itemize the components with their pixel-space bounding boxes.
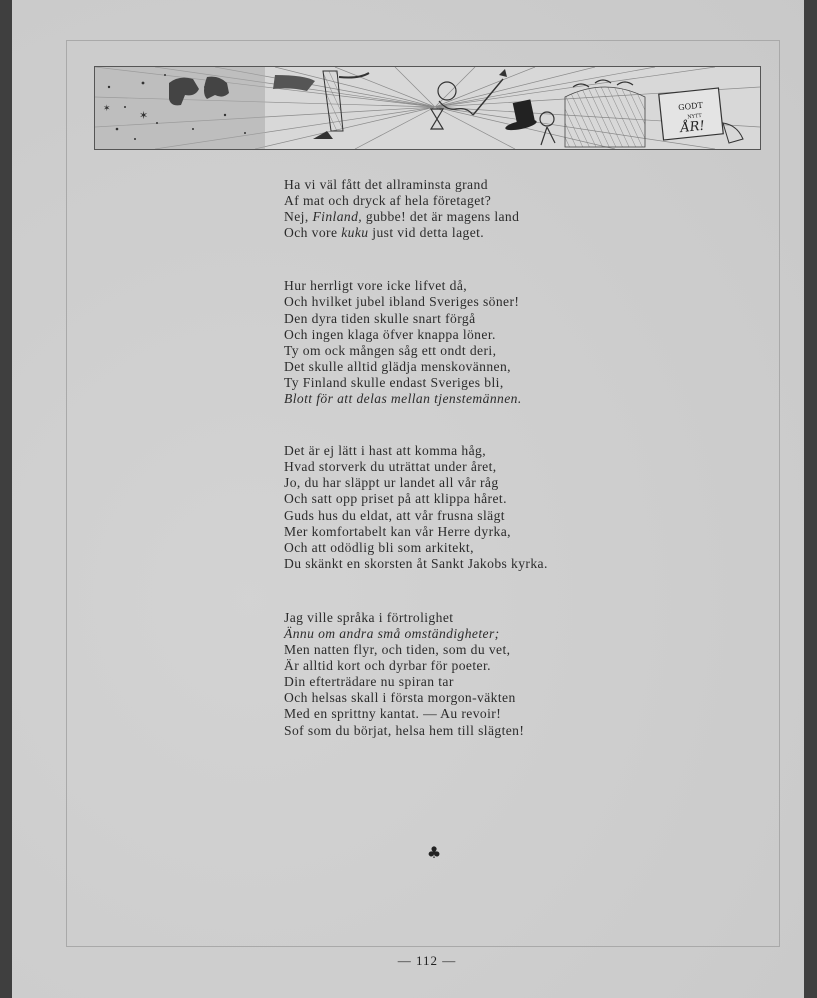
book-page <box>12 0 804 998</box>
poem-line <box>284 209 644 225</box>
illustration-banner <box>94 66 761 150</box>
line-segment: Ty Finland skulle endast Sveriges bli, <box>284 374 504 390</box>
line-segment: Du skänkt en skorsten åt Sankt Jakobs kyrka. <box>284 555 548 571</box>
poem-line <box>284 343 644 359</box>
line-segment: Nej, <box>284 209 313 225</box>
poem-line <box>284 375 644 391</box>
line-segment: Den dyra tiden skulle snart förgå <box>284 310 476 326</box>
poem-line <box>284 391 644 407</box>
sign-text-2: NYTT <box>687 112 703 121</box>
line-segment: Af mat och dryck af hela företaget? <box>284 193 492 209</box>
poem-line <box>284 327 644 343</box>
line-segment: Blott för att delas mellan tjenstemännen. <box>284 391 522 407</box>
poem-line <box>284 459 644 475</box>
poem-line <box>284 359 644 375</box>
line-segment: Och satt opp priset på att klippa håret. <box>284 491 507 507</box>
poem-line <box>284 193 644 209</box>
line-segment: Det är ej lätt i hast att komma håg, <box>284 443 487 459</box>
line-segment: Hvad storverk du uträttat under året, <box>284 459 497 475</box>
poem-line <box>284 225 644 241</box>
svg-text:✶: ✶ <box>103 104 111 114</box>
line-segment: Med en sprittny kantat. — Au revoir! <box>284 706 502 722</box>
line-segment: Men natten flyr, och tiden, som du vet, <box>284 642 511 658</box>
poem-line <box>284 311 644 327</box>
poem <box>284 177 644 739</box>
banner-drawing <box>95 67 760 149</box>
stanza <box>284 443 644 572</box>
line-segment: Och helsas skall i första morgon-väkten <box>284 690 516 706</box>
poem-line <box>284 491 644 507</box>
sign-text-1: GODT <box>677 100 704 113</box>
line-segment: Och vore <box>284 225 342 241</box>
poem-line <box>284 177 644 193</box>
poem-line <box>284 556 644 572</box>
poem-line <box>284 658 644 674</box>
line-segment: Och ingen klaga öfver knappa löner. <box>284 326 496 342</box>
stanza-container <box>284 177 644 739</box>
poem-line <box>284 524 644 540</box>
poem-line <box>284 723 644 739</box>
line-segment: Hur herrligt vore icke lifvet då, <box>284 278 468 294</box>
poem-line <box>284 706 644 722</box>
poem-line <box>284 610 644 626</box>
poem-line <box>284 690 644 706</box>
poem-line <box>284 278 644 294</box>
poem-line <box>284 443 644 459</box>
poem-line <box>284 540 644 556</box>
svg-text:✶: ✶ <box>139 109 149 122</box>
club-ornament: ♣ <box>426 843 442 862</box>
line-segment: Och att odödlig bli som arkitekt, <box>284 539 474 555</box>
line-segment: Ty om ock mången såg ett ondt deri, <box>284 342 497 358</box>
line-segment: Ha vi väl fått det allraminsta grand <box>284 177 488 192</box>
stanza <box>284 610 644 739</box>
line-segment: kuku <box>341 225 369 241</box>
page-number: — 112 — <box>397 953 457 968</box>
sign-text-3: ÅR! <box>679 118 706 137</box>
line-segment: Mer komfortabelt kan vår Herre dyrka, <box>284 523 511 539</box>
line-segment: Guds hus du eldat, att vår frusna slägt <box>284 507 505 523</box>
line-segment: Är alltid kort och dyrbar för poeter. <box>284 658 491 674</box>
line-segment: Finland, <box>312 209 363 225</box>
line-segment: gubbe! det är magens land <box>362 209 520 225</box>
line-segment: Ännu om andra små omständigheter; <box>284 625 500 641</box>
line-segment: Sof som du börjat, helsa hem till slägten! <box>284 722 525 738</box>
poem-line <box>284 508 644 524</box>
stanza <box>284 278 644 407</box>
line-segment: Och hvilket jubel ibland Sveriges söner! <box>284 294 520 310</box>
stanza <box>284 177 644 241</box>
poem-line <box>284 674 644 690</box>
line-segment: Jo, du har släppt ur landet all vår råg <box>284 475 499 491</box>
poem-line <box>284 475 644 491</box>
line-segment: Jag ville språka i förtrolighet <box>284 609 454 625</box>
line-segment: just vid detta laget. <box>368 225 485 241</box>
poem-line <box>284 642 644 658</box>
poem-line <box>284 626 644 642</box>
line-segment: Din efterträdare nu spiran tar <box>284 674 454 690</box>
poem-line <box>284 294 644 310</box>
line-segment: Det skulle alltid glädja menskovännen, <box>284 358 511 374</box>
